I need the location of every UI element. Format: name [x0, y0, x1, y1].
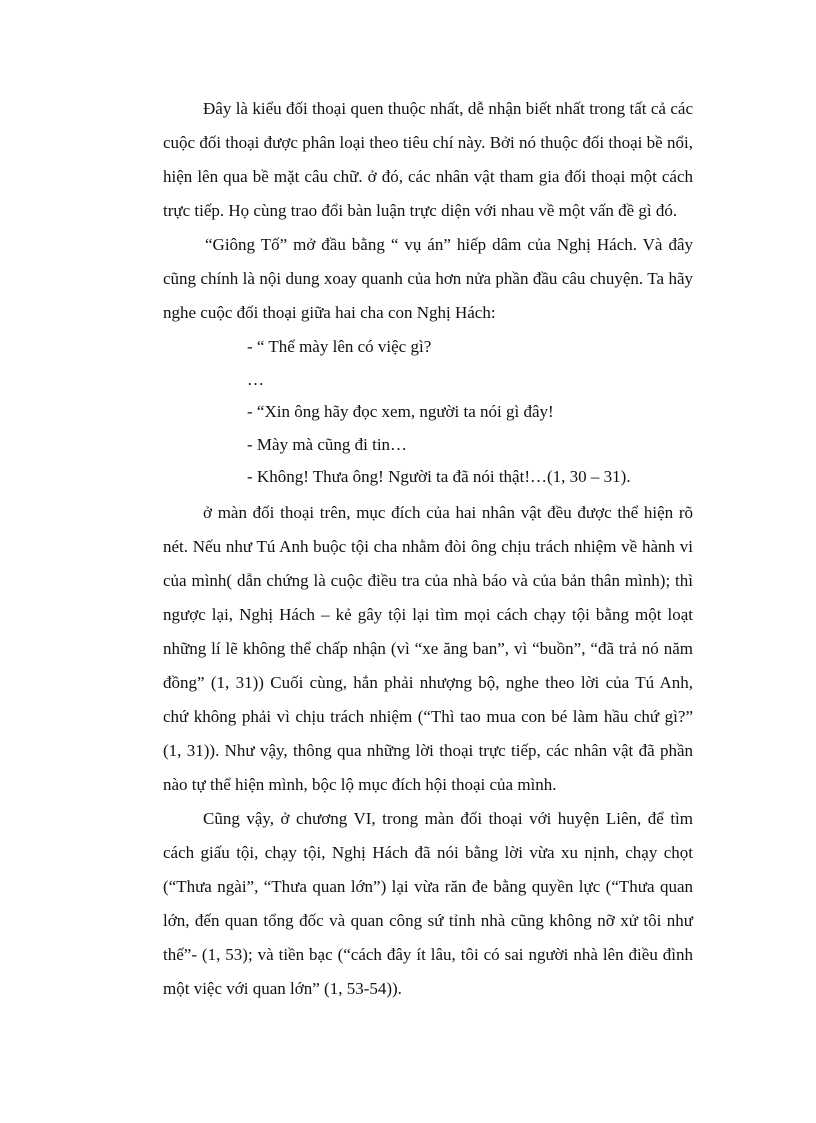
- paragraph-dialogue-definition: Đây là kiểu đối thoại quen thuộc nhất, dễ nhận biết nhất trong tất cả các cuộc đối thoại được phân loại theo tiêu chí này. Bởi nó thuộc đối thoại bề nổi, hiện lên qua bề mặt câu chữ. ở đó, các nhân vật tham gia đối thoại một cách trực tiếp. Họ cùng trao đổi bàn luận trực diện với nhau về một vấn đề gì đó.: [163, 99, 693, 220]
- dialogue-excerpt: [163, 330, 693, 496]
- document-body: [163, 92, 693, 1006]
- paragraph-dialogue-analysis: ở màn đối thoại trên, mục đích của hai nhân vật đều được thể hiện rõ nét. Nếu như Tú Anh buộc tội cha nhằm đòi ông chịu trách nhiệm về hành vi của mình( dẫn chứng là cuộc điều tra của nhà báo và của bản thân mình); thì ngược lại, Nghị Hách – kẻ gây tội lại tìm mọi cách chạy tội bằng một loạt những lí lẽ không thể chấp nhận (vì “xe ăng ban”, vì “buồn”, “đã trả nó năm đồng” (1, 31)) Cuối cùng, hắn phải nhượng bộ, nghe theo lời của Tú Anh, chứ không phải vì chịu trách nhiệm (“Thì tao mua con bé làm hầu chứ gì?” (1, 31)). Như vậy, thông qua những lời thoại trực tiếp, các nhân vật đã phần nào tự thể hiện mình, bộc lộ mục đích hội thoại của mình.: [163, 502, 693, 794]
- paragraph-giong-to-intro: “Giông Tố” mở đầu bằng “ vụ án” hiếp dâm của Nghị Hách. Và đây cũng chính là nội dung xoay quanh của hơn nửa phần đầu câu chuyện. Ta hãy nghe cuộc đối thoại giữa hai cha con Nghị Hách:: [163, 235, 693, 322]
- dialogue-line: - Mày mà cũng đi tin…: [247, 434, 408, 454]
- dialogue-line: - “ Thế mày lên có việc gì?: [247, 337, 432, 356]
- dialogue-line: - “Xin ông hãy đọc xem, người ta nói gì đây!: [247, 402, 554, 421]
- dialogue-line-citation: - Không! Thưa ông! Người ta đã nói thật!…(1, 30 – 31).: [247, 467, 631, 486]
- paragraph-chapter-vi: Cũng vậy, ở chương VI, trong màn đối thoại với huyện Liên, để tìm cách giấu tội, chạy tội, Nghị Hách đã nói bằng lời vừa xu nịnh, chạy chọt (“Thưa ngài”, “Thưa quan lớn”) lại vừa răn đe bằng quyền lực (“Thưa quan lớn, đến quan tổng đốc và quan công sứ tỉnh nhà cũng không nỡ xử tôi như thế”- (1, 53); và tiền bạc (“cách đây ít lâu, tôi có sai người nhà lên điều đình một việc với quan lớn” (1, 53-54)).: [163, 808, 693, 998]
- dialogue-ellipsis: …: [247, 369, 264, 389]
